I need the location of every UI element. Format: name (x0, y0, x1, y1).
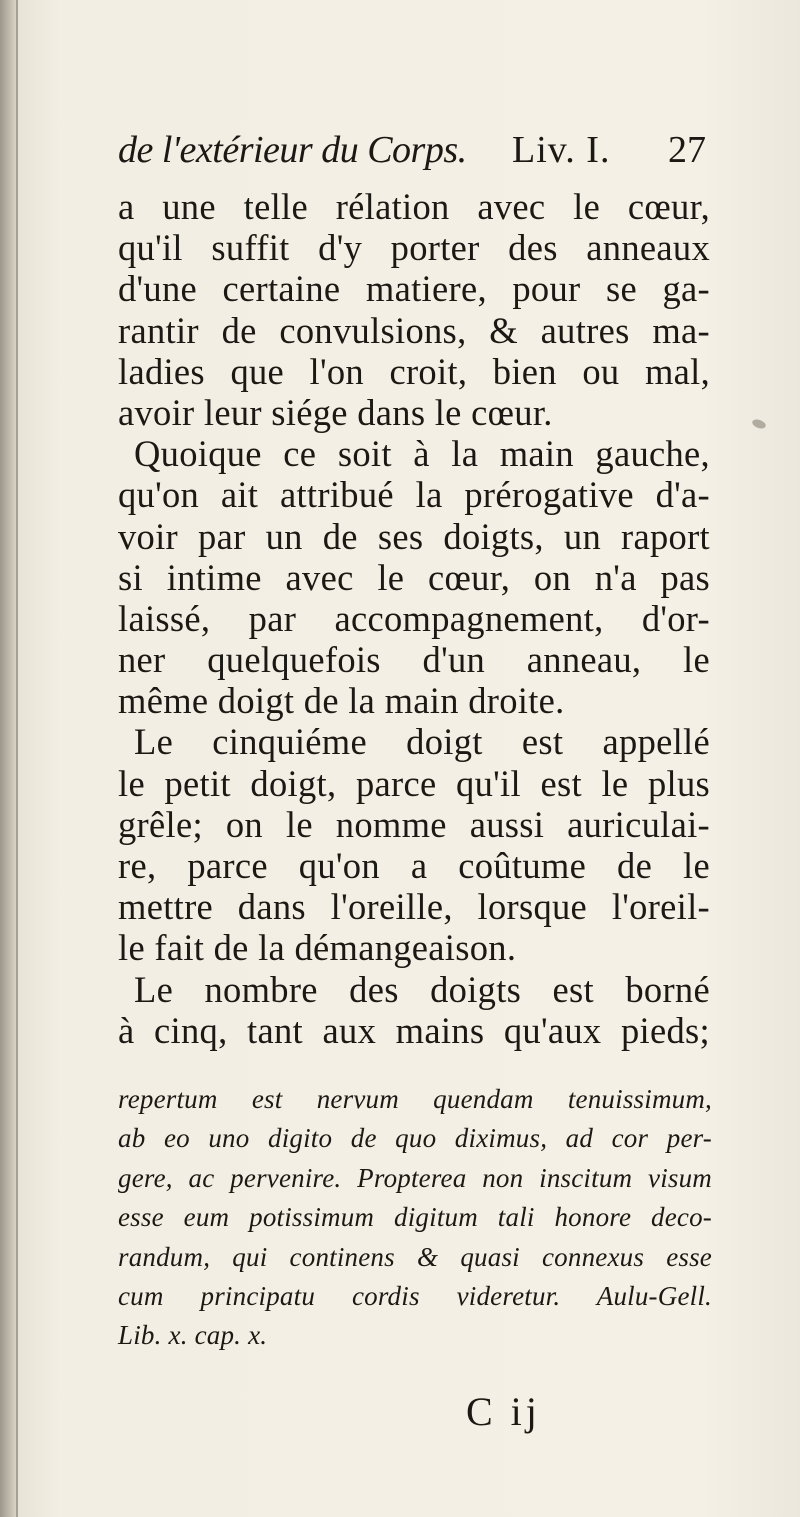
footnote-line: repertum est nervum quendam tenuissimum, (118, 1084, 712, 1114)
page-number: 27 (668, 129, 706, 171)
footnote-line: esse eum potissimum digitum tali honore deco- (118, 1202, 712, 1233)
footnote-line: randum, qui continens & quasi connexus esse (118, 1241, 712, 1272)
footnote (118, 1080, 712, 1356)
paragraph-start: Quoique ce soit à la main gauche, (134, 433, 710, 475)
text-line: le petit doigt, parce qu'il est le plus (118, 762, 710, 804)
signature-mark: C ij (466, 1389, 541, 1434)
text-line: laissé, par accompagnement, d'or- (118, 597, 710, 639)
text-line: qu'on ait attribué la prérogative d'a- (118, 474, 710, 516)
text-line: re, parce qu'on a coûtume de le (118, 845, 710, 886)
text-line: à cinq, tant aux mains qu'aux pieds; (118, 1009, 710, 1051)
text-line: voir par un de ses doigts, un raport (118, 515, 710, 557)
footnote-line: ab eo uno digito de quo diximus, ad cor per- (118, 1123, 712, 1154)
page-header (118, 128, 718, 180)
page-edge (16, 0, 18, 1517)
text-line: ner quelquefois d'un anneau, le (118, 639, 710, 681)
main-text (118, 186, 710, 1051)
text-line: d'une certaine matiere, pour se ga- (118, 268, 710, 310)
text-line: grêle; on le nomme aussi auriculai- (118, 803, 710, 845)
text-line: a une telle rélation avec le cœur, (118, 186, 710, 227)
paper-speck (751, 418, 767, 430)
book-number: Liv. I. (512, 129, 611, 171)
footnote-line: Lib. x. cap. x. (118, 1320, 268, 1351)
text-line: ladies que l'on croit, bien ou mal, (118, 350, 710, 392)
footnote-line: gere, ac pervenire. Propterea non inscitum visum (118, 1162, 712, 1193)
footnote-line: cum principatu cordis videretur. Aulu-Gell. (118, 1280, 712, 1311)
text-line: rantir de convulsions, & autres ma- (118, 309, 710, 351)
text-line: qu'il suffit d'y porter des anneaux (118, 227, 710, 269)
paragraph-start: Le nombre des doigts est borné (134, 968, 710, 1010)
text-line: le fait de la démangeaison. (118, 927, 517, 969)
book-spine-shadow (0, 0, 16, 1517)
text-line: même doigt de la main droite. (118, 680, 565, 722)
paragraph-start: Le cinquiéme doigt est appellé (134, 721, 710, 763)
text-line: si intime avec le cœur, on n'a pas (118, 556, 710, 598)
text-line: avoir leur siége dans le cœur. (118, 391, 553, 433)
text-line: mettre dans l'oreille, lorsque l'oreil- (118, 886, 710, 928)
running-head: de l'extérieur du Corps. (118, 129, 467, 171)
